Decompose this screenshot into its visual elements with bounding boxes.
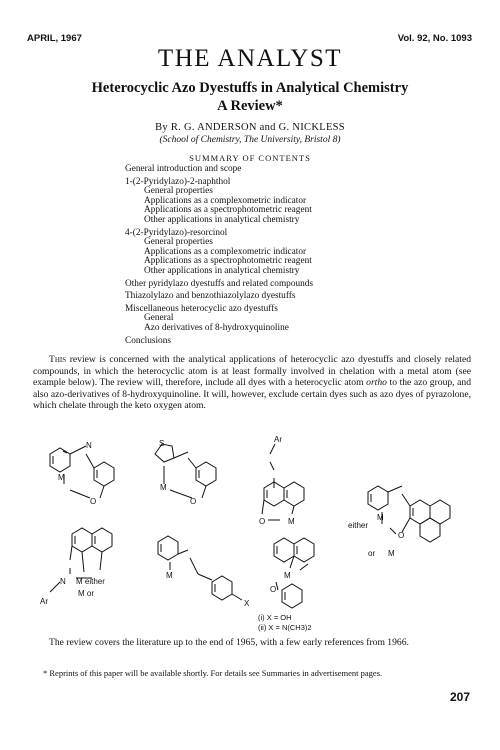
oxygen-label: O [90,497,97,506]
article-subtitle: A Review* [217,98,283,114]
structure-arylazo-quinolinol [262,444,304,520]
metal-label-7: M [284,571,291,580]
article-title: Heterocyclic Azo Dyestuffs in Analytical Chemistry [91,80,409,96]
toc-item: Conclusions [125,335,171,346]
structure-diagrams [30,432,470,637]
toc-item: General [144,313,174,324]
structure-pyridyl-triazene [158,536,242,600]
case-1-label: (i) X = OH [258,613,292,622]
toc-item: Applications as a complexometric indicator [144,195,307,206]
affiliation: (School of Chemistry, The University, Bristol 8) [159,135,341,145]
volume-number: Vol. 92, No. 1093 [397,33,472,44]
structure-quinolylazo-phenol [274,538,314,608]
aryl-label-2: Ar [40,597,48,606]
toc-item: Other applications in analytical chemistry [144,265,300,276]
oxygen-label-4: O [398,531,405,540]
toc-item: General properties [144,186,213,197]
toc-item: Applications as a spectrophotometric reagent [144,205,312,216]
toc-item: Other applications in analytical chemistry [144,214,300,225]
metal-label-3: M [288,517,295,526]
metal-label-2: M [160,483,167,492]
toc-item: Applications as a complexometric indicator [144,246,307,257]
intro-text-a: review is concerned with the analytical applications of heterocyclic azo dyestuffs and closely related compounds, in which the heterocyclic atom is at least formally involved in chelation with a metal atom (see example below). The review will, therefore, include all dyes with a heterocyclic atom [33,354,471,389]
oxygen-label-3: O [259,517,266,526]
issue-date: APRIL, 1967 [27,33,82,44]
oxygen-label-2: O [190,497,197,506]
sulfur-label: S [159,439,165,448]
oxygen-metal-either: M either [76,577,105,586]
or-label: or [368,549,376,558]
toc-item: 4-(2-Pyridylazo)-resorcinol [125,227,228,238]
intro-italic: ortho [366,377,387,389]
coverage-paragraph: The review covers the literature up to the end of 1965, with a few early references from 1966. [49,637,409,648]
summary-of-contents [125,165,455,346]
metal-label-4: M [377,513,384,522]
toc-item: General introduction and scope [125,164,242,174]
metal-label-5: M [388,549,395,558]
toc-item: Applications as a spectrophotometric reagent [144,256,312,267]
toc-item: General properties [144,237,213,248]
aryl-label: Ar [274,435,282,444]
toc-item: Miscellaneous heterocyclic azo dyestuffs [125,303,278,314]
toc-item: 1-(2-Pyridylazo)-2-naphthol [125,176,231,187]
page-number: 207 [449,690,470,704]
azo-n-label-2: N [60,577,66,586]
metal-or-label: M or [78,589,94,598]
authors: By R. G. ANDERSON and G. NICKLESS [155,122,345,133]
summary-heading: SUMMARY OF CONTENTS [189,153,311,163]
metal-label: M [58,473,65,482]
either-label: either [348,521,369,530]
toc-item: Thiazolylazo and benzothiazolylazo dyestuffs [125,291,296,302]
toc-item: Azo derivatives of 8-hydroxyquinoline [144,322,289,333]
structure-pyridylazo-phenol [50,446,114,498]
azo-n-label: N [86,441,92,450]
lead-word: This [49,354,67,365]
oxygen-label-5: O [270,585,277,594]
toc-item: Other pyridylazo dyestuffs and related compounds [125,278,314,289]
intro-text-b: to the azo group, and also azo-derivatives of 8-hydroxyquinoline. It will, however, exclude certain dyes such as azo dyes of pyrazolone, which chelate through the keto oxygen atom. [33,377,472,412]
footnote: * Reprints of this paper will be available shortly. For details see Summaries in advertisement pages. [43,668,383,678]
case-2-label: (ii) X = N(CH3)2 [258,623,312,632]
journal-title: THE ANALYST [157,45,343,72]
intro-paragraph [33,354,471,412]
metal-label-6: M [166,571,173,580]
substituent-x-label: X [244,599,250,608]
